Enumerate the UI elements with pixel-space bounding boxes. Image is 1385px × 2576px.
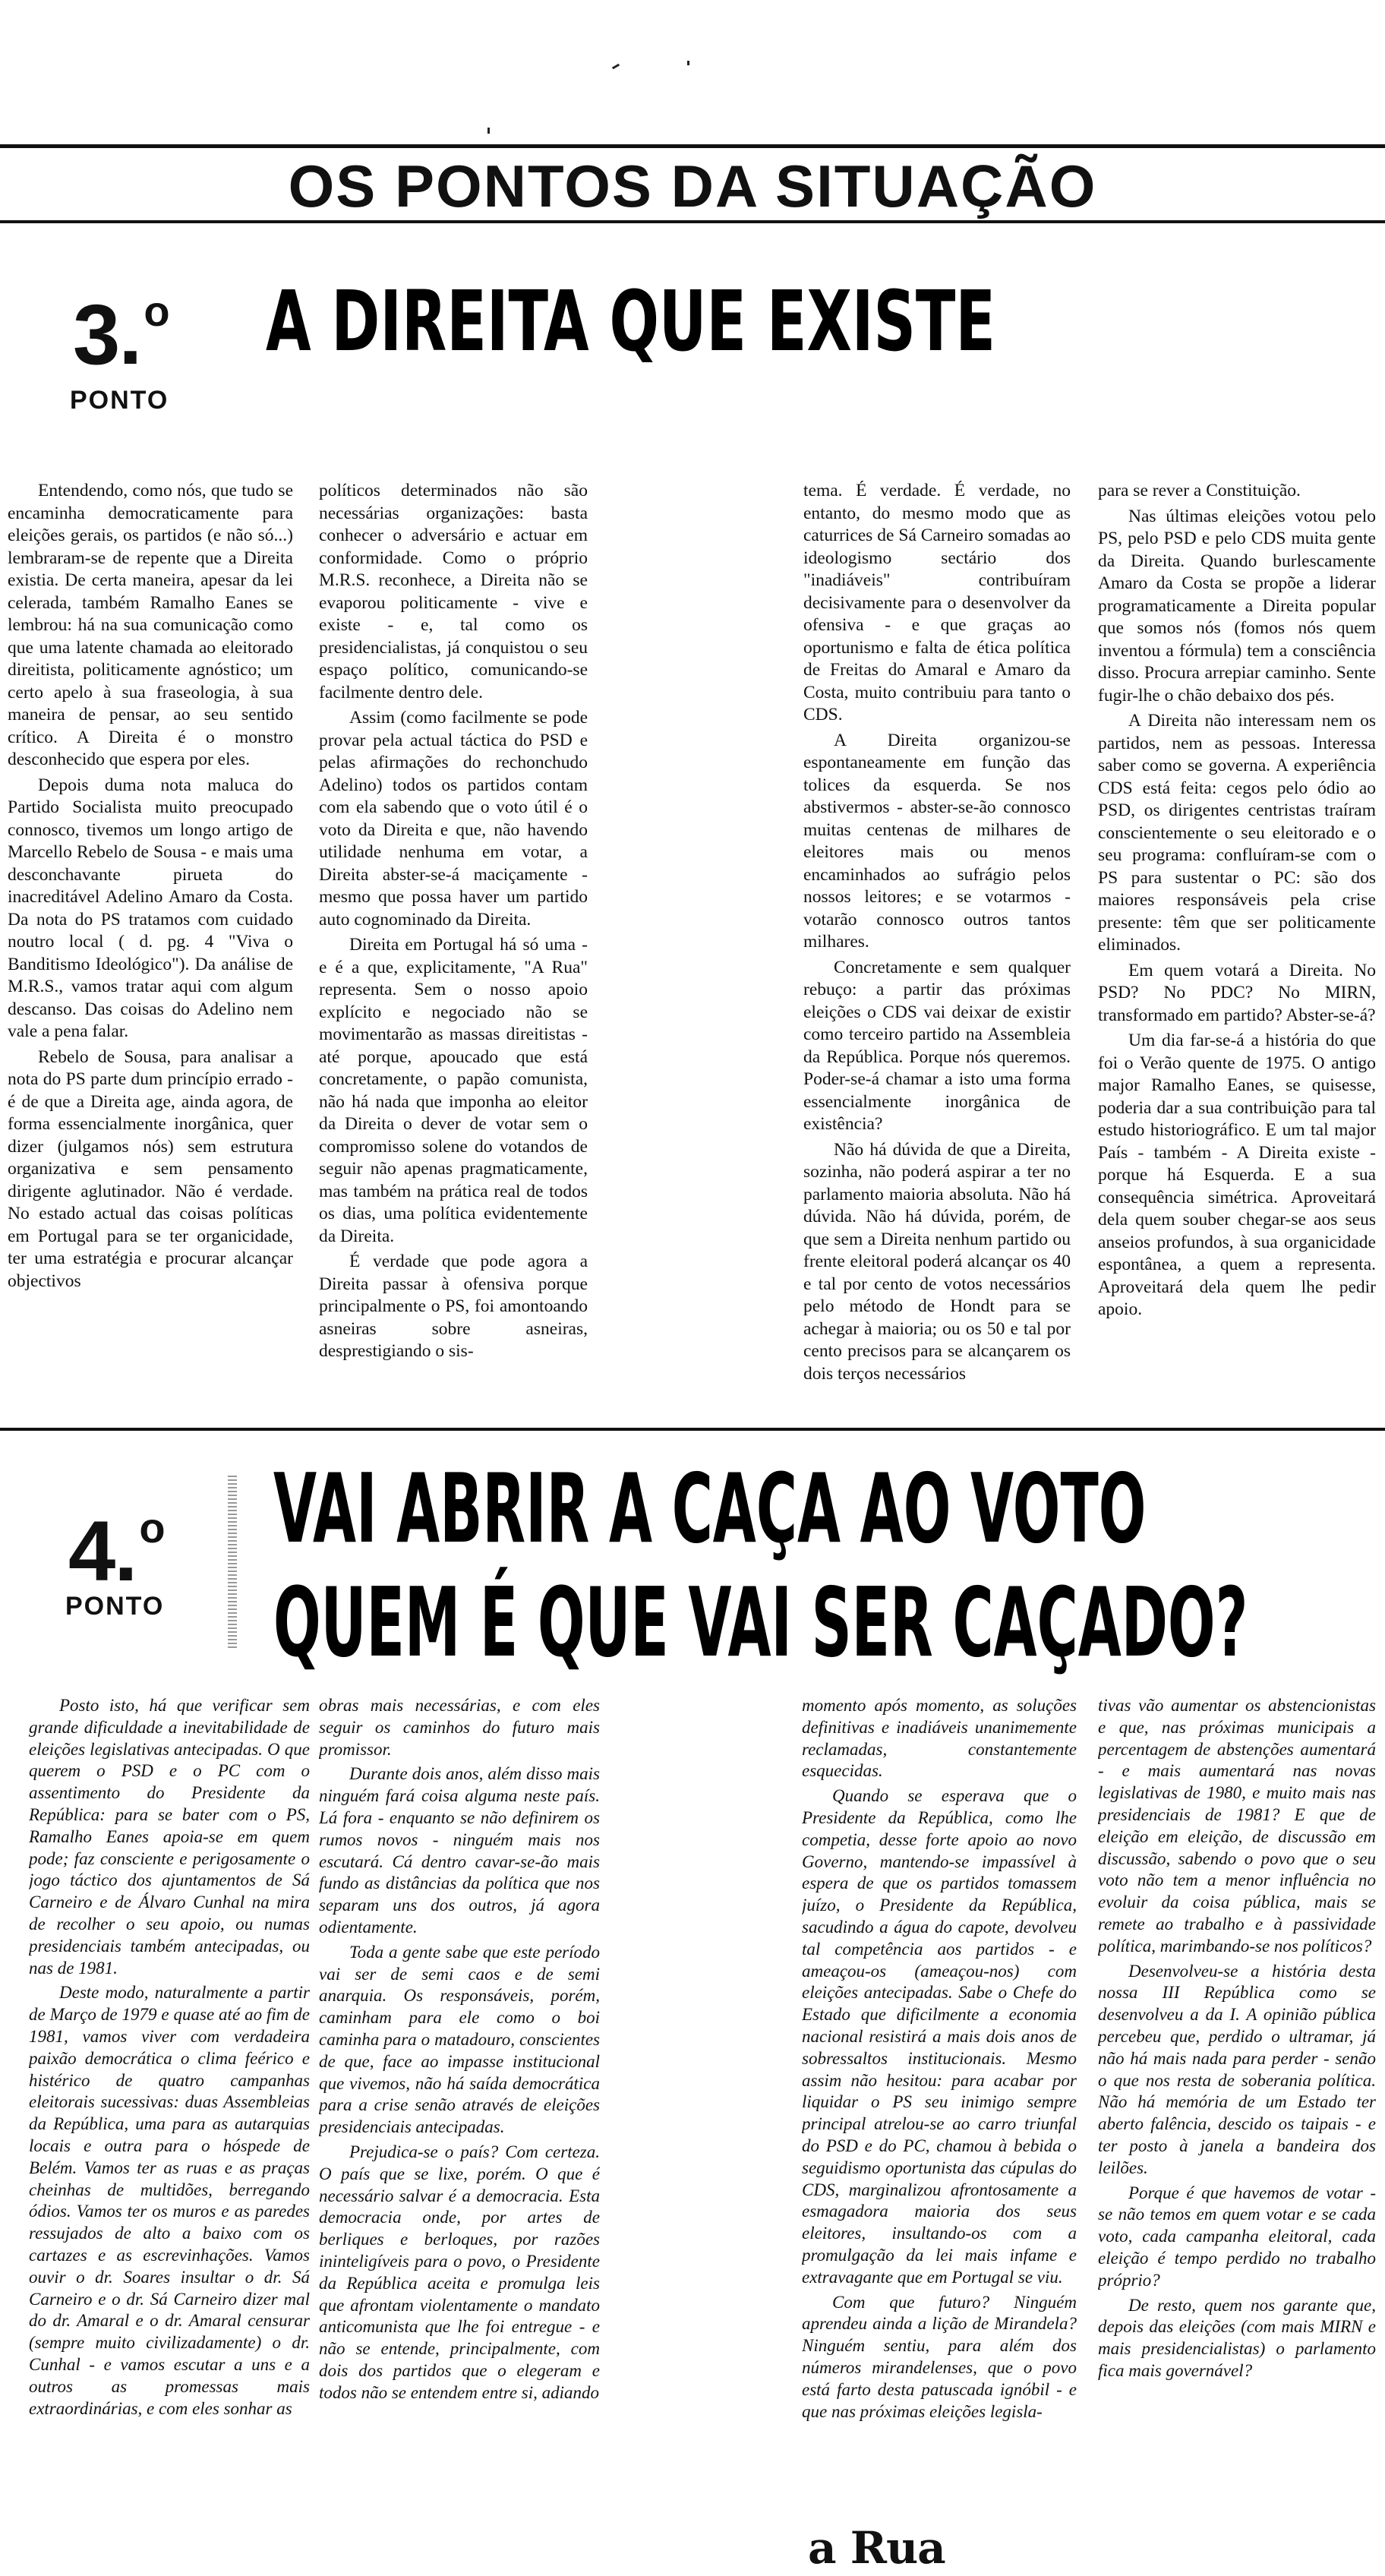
paragraph: obras mais necessárias, e com eles seguir os caminhos do futuro mais promissor.: [319, 1696, 600, 1759]
paragraph: momento após momento, as soluções definitivas e inadiáveis unanimemente reclamadas, constantemente esquecidas.: [802, 1696, 1077, 1781]
paragraph: tivas vão aumentar os abstencionistas e que, nas próximas municipais a percentagem de abstenções aumentará - e mais aumentará nas novas legislativas de 1980, e muito mais nas presidenciais de 1981? E que de eleição em eleição, de discussão em discussão, sabendo o povo que o seu voto não tem a menor influência no evoluir da coisa pública, mais se remete ao trabalho e à passividade política, marimbando-se nos políticos?: [1098, 1696, 1376, 1956]
top-rule: [0, 144, 1385, 148]
scan-mark: [487, 128, 490, 134]
paragraph: Em quem votará a Direita. No PSD? No PDC? No MIRN, transformado em partido? Abster-se-á?: [1098, 960, 1376, 1025]
paragraph: Toda a gente sabe que este período vai ser de semi caos e de semi anarquia. Os responsáveis, porém, caminham para ele como o boi caminha para o matadouro, conscientes de que, face ao impasse institucional que vivemos, não há saída democrática para a crise senão através de eleições presidenciais antecipadas.: [319, 1942, 600, 2137]
point-number: [73, 266, 169, 380]
paragraph: Rebelo de Sousa, para analisar a nota do PS parte dum princípio errado - é de que a Direita age, ainda agora, de forma essencialmente inorgânica, quer dizer (julgamos nós) sem estrutura organizativa e sem pensamento dirigente aglutinador. Não é verdade. No estado actual das coisas políticas em Portugal para se ter organicidade, ter uma estratégia e procurar alcançar objectivos: [8, 1046, 293, 1291]
point-number-superscript: o: [144, 287, 169, 335]
scan-mark: [687, 61, 689, 65]
point4-column-4: [1098, 1695, 1376, 2530]
point3-column-4: [1098, 480, 1376, 1418]
paragraph: Não há dúvida de que a Direita, sozinha, não poderá aspirar a ter no parlamento maioria absoluta. Não há dúvida. Não há dúvida, porém, de que sem a Direita nenhum partido ou frente eleitoral poderá alcançar os 40 e tal por cento de votos necessários pelo método de Hondt para se achegar à maioria; ou os 50 e tal por cento precisos para se alcançarem os dois terços necessários: [803, 1139, 1071, 1384]
point4-column-2: [319, 1695, 600, 2538]
paragraph: Entendendo, como nós, que tudo se encaminha democraticamente para eleições gerais, os partidos (e não só...) lembraram-se de repente que a Direita existia. De certa maneira, apesar da lei celerada, também Ramalho Eanes se lembrou: há na sua comunicação como que uma latente chamada ao eleitorado direitista, politicamente agnóstico; um certo apelo à sua fraseologia, à sua maneira de pensar, ao seu sentido crítico. A Direita é o monstro desconhecido que espera por eles.: [8, 481, 293, 769]
point-number-superscript: o: [139, 1504, 164, 1552]
paragraph: Porque é que havemos de votar - se não temos em quem votar e se cada voto, cada campanha eleitoral, cada eleição é tempo perdido no trabalho próprio?: [1098, 2183, 1376, 2290]
paragraph: Concretamente e sem qualquer rebuço: a partir das próximas eleições o CDS vai deixar de existir como terceiro partido na Assembleia da República. Porque nós queremos. Poder-se-á chamar a isto uma forma essencialmente inorgânica de existência?: [803, 957, 1071, 1134]
section-divider: [0, 1428, 1385, 1431]
headline: A DIREITA QUE EXISTE: [266, 273, 996, 370]
headline-line-1: VAI ABRIR A CAÇA AO VOTO: [273, 1453, 1147, 1564]
point4-column-3: [802, 1695, 1077, 2515]
paragraph: tema. É verdade. É verdade, no entanto, do mesmo modo que as caturrices de Sá Carneiro somadas ao ideologismo sectário dos "inadiáveis" contribuíram decisivamente para o desenvolver da ofensiva - e que graças ao oportunismo e falta de ética política de Freitas do Amaral e Amaro da Costa, muito contribuiu para tanto o CDS.: [803, 481, 1071, 724]
point-label: PONTO: [65, 1592, 165, 1621]
point-number-value: 4.: [68, 1504, 137, 1599]
paragraph: Posto isto, há que verificar sem grande dificuldade a inevitabilidade de eleições legislativas antecipadas. O que querem o PSD e o PC com o assentimento do Presidente da República: para se bater com o PS, Ramalho Eanes apoia-se em quem pode; faz consciente e perigosamente o jogo táctico dos ajuntamentos de Sá Carneiro e de Álvaro Cunhal na mira de recolher o seu apoio, ou numas presidenciais também antecipadas, ou nas de 1981.: [29, 1696, 310, 1978]
section-title: OS PONTOS DA SITUAÇÃO: [288, 153, 1097, 219]
paragraph: Quando se esperava que o Presidente da República, como lhe competia, desse forte apoio ao novo Governo, mantendo-se impassível à espera de que os partidos tomassem juízo, o Presidente da República, sacudindo a água do capote, devolveu tal competência aos partidos - e ameaçou-os (ameaçou-nos) com eleições antecipadas. Sabe o Chefe do Estado que dificilmente a economia nacional resistirá a mais dois anos de sobressaltos institucionais. Mesmo assim não hesitou: para acabar por liquidar o PS seu inimigo sempre principal atrelou-se ao carro triunfal do PSD e do PC, chamou à bebida o seguidismo oportunista das cúpulas do CDS, marginalizou afrontosamente a esmagadora maioria dos seus eleitores, insultando-os com a promulgação da lei mais infame e extravagante que em Portugal se viu.: [802, 1786, 1077, 2287]
paragraph: Prejudica-se o país? Com certeza. O país que se lixe, porém. O que é necessário salvar é a democracia. Esta democracia onde, por artes de berliques e berloques, por razões ininteligíveis para o povo, o Presidente da República aceita e promulga leis que afrontam violentamente o mandato anticomunista que lhe foi entregue - e não se entende, principalmente, com dois dos partidos que o elegeram e todos não se entendem entre si, adiando: [319, 2142, 600, 2402]
paragraph: Assim (como facilmente se pode provar pela actual táctica do PSD e pelas afirmações do rechonchudo Adelino) todos os partidos contam com ela sabendo que o voto útil é o voto da Direita e que, não havendo utilidade nenhuma em votar, a Direita abster-se-á maciçamente - mesmo que possa haver um partido auto cognominado da Direita.: [319, 708, 588, 930]
paragraph: De resto, quem nos garante que, depois das eleições (com mais MIRN e mais presidencialistas) o parlamento fica mais governável?: [1098, 2295, 1376, 2380]
point4-column-1: [29, 1695, 310, 2538]
point-label: PONTO: [70, 386, 169, 415]
point3-column-1: [8, 480, 293, 1418]
paragraph: É verdade que pode agora a Direita passar à ofensiva porque principalmente o PS, foi amontoando asneiras sobre asneiras, desprestigiando o sis-: [319, 1252, 588, 1361]
point3-column-2: [319, 480, 588, 1418]
paragraph: para se rever a Constituição.: [1098, 481, 1301, 500]
decorative-stripe: [228, 1473, 237, 1648]
paragraph: políticos determinados não são necessárias organizações: basta conhecer o adversário e actuar em conformidade. Como o próprio M.R.S. reconhece, a Direita não se evaporou politicamente - vive e existe - e, tal como os presidencialistas, já conquistou o seu espaço político, comunicando-se facilmente dentro dele.: [319, 481, 588, 702]
masthead-logo: a Rua: [808, 2522, 945, 2574]
headline-line-2: QUEM É QUE VAI SER CAÇADO?: [273, 1567, 1248, 1678]
scan-mark: [612, 64, 620, 70]
point-number-value: 3.: [73, 287, 141, 382]
paragraph: Desenvolveu-se a história desta nossa III República como se desenvolveu a da I. A opinião pública percebeu que, perdido o ultramar, já não há mais nada para perder - senão o que nos resta de soberania política. Não há memória de um Estado ter aberto falência, descido os taipais - e ter posto à janela a bandeira dos leilões.: [1098, 1961, 1376, 2177]
paragraph: Durante dois anos, além disso mais ninguém fará coisa alguma neste país. Lá fora - enquanto se não definirem os rumos novos - ninguém mais nos escutará. Cá dentro cavar-se-ão mais fundo as distâncias da política que nos separam uns dos outros, já agora odientamente.: [319, 1764, 600, 1937]
point3-column-3: [803, 480, 1071, 1418]
point-number: [68, 1482, 164, 1597]
paragraph: Deste modo, naturalmente a partir de Março de 1979 e quase até ao fim de 1981, vamos viver com verdadeira paixão democrática o clima feérico e histérico de quatro campanhas eleitorais sucessivas: duas Assembleias da República, uma para as autarquias locais e outra para o hóspede de Belém. Vamos ter as ruas e as praças cheinhas de multidões, berregando ódios. Vamos ter os muros e as paredes ressujados de alto a baixo com os cartazes e as escrevinhações. Vamos ouvir o dr. Soares insultar o dr. Sá Carneiro e o dr. Sá Carneiro dizer mal do dr. Amaral e o dr. Amaral censurar (sempre muito civilizadamente) o dr. Cunhal - e vamos escutar a uns e a outros as promessas mais extraordinárias, e com eles sonhar as: [29, 1983, 310, 2418]
title-underline: [0, 220, 1385, 223]
paragraph: A Direita organizou-se espontaneamente em função das tolices da esquerda. Se nos abstivermos - abster-se-ão connosco muitas centenas de milhares de eleitores mais ou menos encaminhados ao sufrágio pelos nossos leitores; e se votarmos - votarão connosco outros tantos milhares.: [803, 730, 1071, 952]
paragraph: Com que futuro? Ninguém aprendeu ainda a lição de Mirandela? Ninguém sentiu, para além dos números mirandelenses, que o povo está farto desta patuscada ignóbil - e que nas próximas eleições legisla-: [802, 2292, 1077, 2421]
paragraph: Nas últimas eleições votou pelo PS, pelo PSD e pelo CDS muita gente da Direita. Quando burlescamente Amaro da Costa se propõe a liderar programaticamente a Direita popular que somos nós (fomos nós quem inventou a fórmula) tem a consciência disso. Procura arrepiar caminho. Sente fugir-lhe o chão debaixo dos pés.: [1098, 506, 1376, 706]
paragraph: A Direita não interessam nem os partidos, nem as pessoas. Interessa saber como se governa. A experiência CDS está feita: cegos pelo ódio ao PSD, os dirigentes centristas traíram conscientemente o seu eleitorado e o seu programa: confluíram-se com o PS para sustentar o PC: são dos maiores responsáveis pela crise presente: têm que ser politicamente eliminados.: [1098, 711, 1376, 955]
paragraph: Depois duma nota maluca do Partido Socialista muito preocupado connosco, tivemos um longo artigo de Marcello Rebelo de Sousa - e mais uma desconchavante pirueta do inacreditável Adelino Amaro da Costa. Da nota do PS tratamos com cuidado noutro local ( d. pg. 4 "Viva o Banditismo Ideológico"). Da análise de M.R.S., vamos tratar aqui com algum descanso. Das coisas do Adelino nem vale a pena falar.: [8, 775, 293, 1041]
paragraph: Um dia far-se-á a história do que foi o Verão quente de 1975. O antigo major Ramalho Eanes, se quisesse, poderia dar a sua contribuição para tal estudo historiográfico. E um tal major País - também - A Direita existe - porque há Esquerda. E a sua consequência simétrica. Aproveitará dela quem souber chegar-se aos seus anseios profundos, à sua organicidade espontânea, a quem a representa. Aproveitará dela quem lhe pedir apoio.: [1098, 1031, 1376, 1319]
paragraph: Direita em Portugal há só uma - e é a que, explicitamente, "A Rua" representa. Sem o nosso apoio explícito e negociado não se movimentarão as massas direitistas - até porque, apoucado que está concretamente, o papão comunista, não há nada que imponha ao eleitor da Direita o dever de votar sem o compromisso solene do votandos de seguir não apenas pragmaticamente, mas também na prática real de todos os dias, uma política evidentemente da Direita.: [319, 935, 588, 1246]
